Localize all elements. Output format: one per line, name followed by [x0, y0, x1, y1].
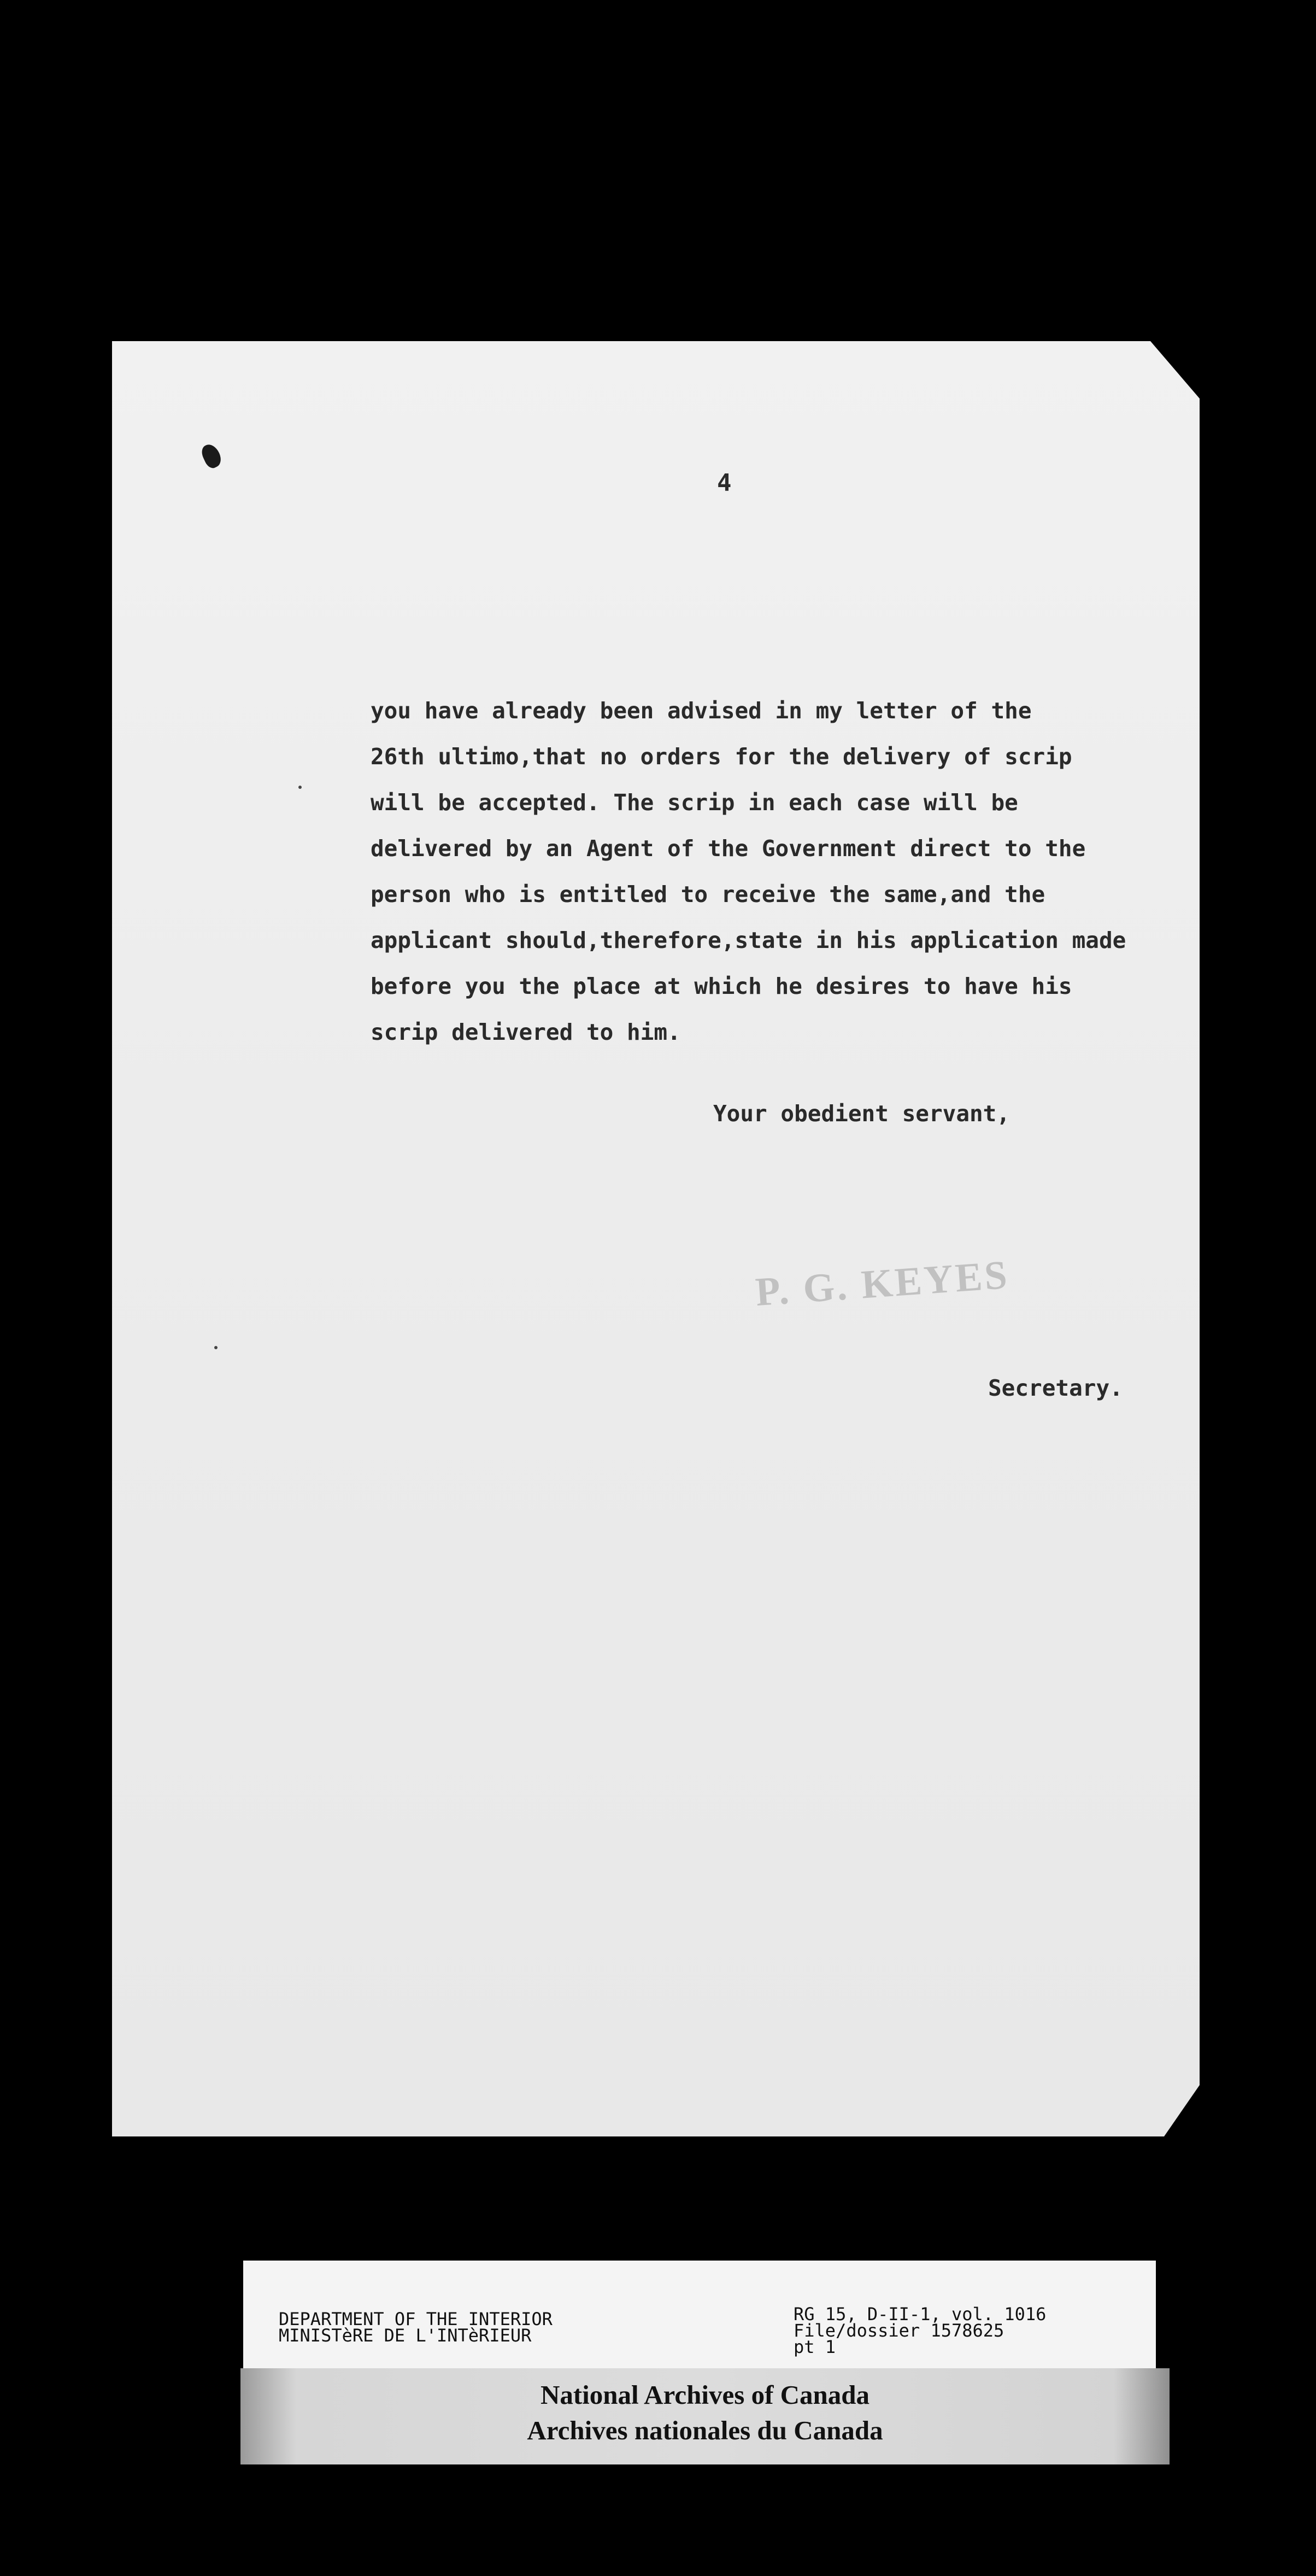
- letter-closing: Your obedient servant,: [713, 1100, 1010, 1127]
- department-name-en: DEPARTMENT OF THE INTERIOR: [279, 2309, 553, 2329]
- archive-reference: [794, 2306, 1046, 2355]
- page-number: 4: [717, 469, 732, 497]
- letter-line: person who is entitled to receive the same,and the: [371, 881, 1045, 908]
- letter-line: delivered by an Agent of the Government direct to the: [371, 835, 1086, 862]
- signature-stamp: P. G. KEYES: [754, 1252, 1011, 1315]
- reference-line: File/dossier 1578625: [794, 2320, 1004, 2341]
- letter-body: [371, 688, 1147, 1055]
- department-name-fr: MINISTèRE DE L'INTèRIEUR: [279, 2325, 532, 2346]
- reference-line: RG 15, D-II-1, vol. 1016: [794, 2304, 1047, 2325]
- letter-line: will be accepted. The scrip in each case will be: [371, 789, 1018, 816]
- reference-line: pt 1: [794, 2337, 836, 2357]
- department-name: [279, 2311, 553, 2344]
- letter-line: you have already been advised in my letter of the: [371, 698, 1032, 724]
- letter-line: 26th ultimo,that no orders for the delivery of scrip: [371, 743, 1072, 770]
- archives-name-fr: Archives nationales du Canada: [527, 2415, 883, 2445]
- archives-name-en: National Archives of Canada: [540, 2380, 870, 2410]
- paper-speck: [214, 1346, 218, 1349]
- paper-speck: [298, 786, 302, 789]
- letter-line: applicant should,therefore,state in his application made: [371, 927, 1126, 953]
- signature-title: Secretary.: [988, 1375, 1123, 1401]
- letter-line: before you the place at which he desires to have his: [371, 973, 1072, 999]
- document-page: [112, 341, 1200, 2136]
- letter-line: scrip delivered to him.: [371, 1019, 681, 1045]
